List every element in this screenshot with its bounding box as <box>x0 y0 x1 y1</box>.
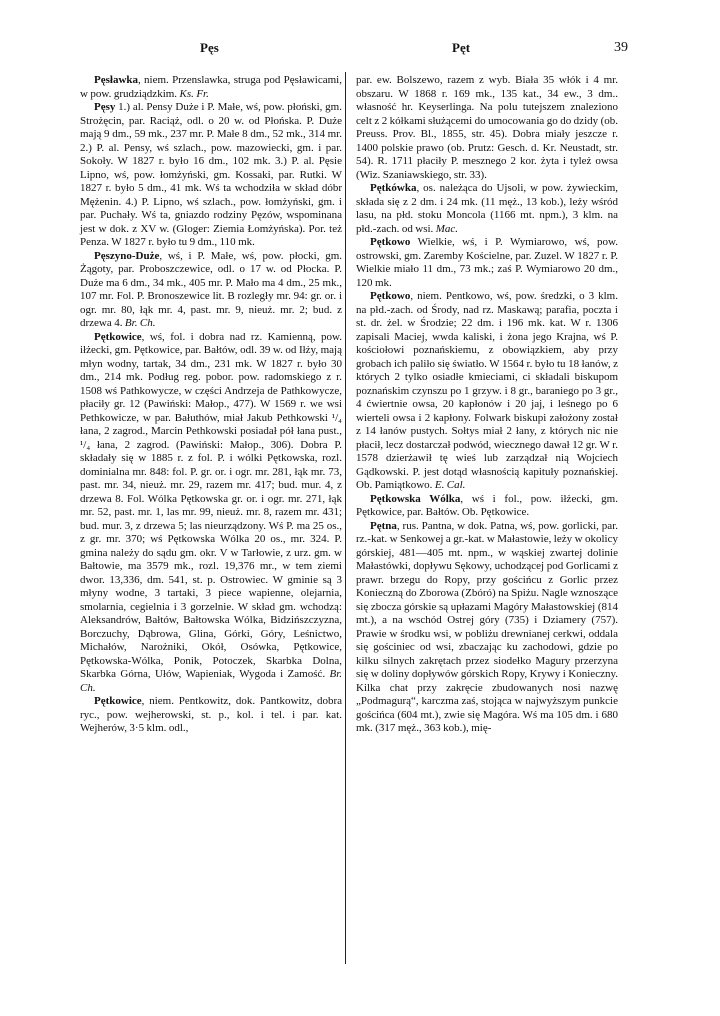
dictionary-entry <box>356 493 618 520</box>
dictionary-entry <box>356 290 618 493</box>
entry-headword: Pętkowo <box>370 236 411 248</box>
entry-headword: Pęsy <box>94 101 116 113</box>
entry-text: par. ew. Bolszewo, razem z wyb. Biała 35 włók i 4 mr. obszaru. W 1868 r. 169 mk., 135 kat., 34 ew., 3 dm.. własność hr. Keyserlinga. Na polu tutejszem znaleziono celt z 2 kółkami służącemi do umocowania go do dzidy (ob. Preuss. Prov. Bl., 1855, str. 45). Dobra miały jeszcze r. 1400 polskie prawo (ob. Prutz: Gesch. d. Kr. Neustadt, str. 54). R. 1711 płaciły P. mesznego 2 kor. żyta i tyleż owsa (Wiz. Szaniawskiego, str. 33). <box>356 74 618 181</box>
entry-headword: Pętna <box>370 519 397 532</box>
entry-text: , niem. Pentkowo, wś, pow. średzki, o 3 klm. na płd.-zach. od Środy, nad rz. Maskawą; parafia, poczta i st. dr. żel. w Środzie; 22 dm. i 196 mk. kat. W r. 1306 zapisali Maciej, wwda kaliski, i żona jego Krajna, wś P. kościołowi poznańskiemu, z obowiązkiem, aby przy grobach ich paliło się światło. W 1564 r. było tu 18 łanów, z których 2 tylko osiadłe kmieciami, ci składali biskupom poznańskim czynszu po 1 grzyw. i 8 gr., baraniego po 3 gr., 4 ćwiertnie owsa, 20 kapłonów i 20 jaj, i leśnego po 6 wierteli owsa i 2 kapłony. Folwark biskupi założony został z 14 łanów pustych. Sołtys miał 2 łany, z których nic nie płacił, lecz dostarczał podwód, wiecznego dawał 12 gr. W r. 1578 dzierżawił tę wieś lub zarządzał nią Wojciech Gądkowski. P. jest dotąd własnością kapituły poznańskiej. Ob. Pamiątkowo. <box>356 290 618 491</box>
column-divider <box>345 72 346 964</box>
entry-headword: Pętkówka <box>370 182 417 194</box>
dictionary-entry <box>80 331 342 696</box>
running-head-left: Pęs <box>200 40 219 55</box>
entry-headword: Pęsławka <box>94 74 138 86</box>
entry-headword: Pętkowice <box>94 330 142 343</box>
entry-text: , os. należąca do Ujsoli, w pow. żywieckim, składa się z 2 dm. i 24 mk. (11 męż., 13 kob.), leży wśród lasu, na płd. stoku Moncola (1166 mt. npm.), 3 klm. na płd.-zach. od wsi. <box>356 182 618 235</box>
entry-signature: Br. Ch. <box>80 668 343 694</box>
entry-text: , niem. Pentkowitz, dok. Pantkowitz, dobra ryc., pow. wejherowski, st. p., kol. i tel. i par. kat. Wejherów, 3·5 klm. odl., <box>80 695 342 734</box>
dictionary-entry <box>356 520 618 736</box>
dictionary-entry <box>80 101 342 250</box>
entry-text: , niem. Przenslawka, struga pod Pęsławicami, w pow. grudziądzkim. <box>80 74 342 100</box>
entry-signature: Ks. Fr. <box>179 87 209 100</box>
entry-signature: Mac. <box>435 222 459 235</box>
entry-text: , wś, i P. Małe, wś, pow. płocki, gm. Żągoty, par. Proboszczewice, odl. o 17 w. od Płocka. P. Duże ma 6 dm., 34 mk., 405 mr. P. Mało ma 4 dm., 25 mk., 107 mr. Fol. P. Bronoszewice lit. B rozległy mr. 94: gr. or. i ogr. mr. 80, łąk mr. 4, past. mr. 9, nieuż. mr. 2; bud. z drzewa 4. <box>80 249 342 329</box>
entry-text: Wielkie, wś, i P. Wymiarowo, wś, pow. ostrowski, gm. Zaremby Kościelne, par. Zuzel. W 1827 r. P. Wielkie miało 11 dm., 73 mk.; zaś P. Wymiarowo 20 dm., 120 mk. <box>356 236 618 289</box>
dictionary-entry <box>356 236 618 290</box>
running-head-right: Pęt <box>452 40 471 55</box>
dictionary-entry <box>356 182 618 236</box>
entry-headword: Pętkowska Wólka <box>370 492 461 505</box>
entry-text: 1.) al. Pensy Duże i P. Małe, wś, pow. płoński, gm. Strożęcin, par. Raciąż, odl. o 20 w. od Płońska. P. Duże mają 9 dm., 59 mk., 237 mr. P. Małe 8 dm., 52 mk., 314 mr. 2.) P. al. Pensy, wś szlach., pow. mazowiecki, gm. i par. Sokoły. W 1827 r. było 16 dm., 102 mk. 3.) P. al. Pęsie Lipno, wś, pow. łomżyński, gm. Kossaki, par. Rutki. W 1827 r. było 5 dm., 41 mk. Wś ta wchodziła w skład dóbr Mężenin. 4.) P. Lipno, wś szlach., pow. łomżyński, gm. i par. Puchały. Wś ta, gniazdo rodziny Pęzów, wspominana jest w dok. z XV w. (Gloger: Ziemia Łomżyńska). Por. też Penza. W 1827 r. było tu 9 dm., 110 mk. <box>80 101 342 248</box>
dictionary-entry <box>80 74 342 101</box>
entry-text: , wś i fol., pow. iłżecki, gm. Pętkowice, par. Bałtów. Ob. Pętkowice. <box>356 492 618 518</box>
left-column <box>80 74 342 736</box>
entry-headword: Pętkowo <box>370 290 411 302</box>
entry-text: , wś, fol. i dobra nad rz. Kamienną, pow. iłżecki, gm. Pętkowice, par. Bałtów, odl. 39 w. od Iłży, mają młyn wodny, tartak, 34 dm., 231 mk. W 1827 r. było 30 dm., 214 mk. Podług reg. pobor. pow. radomskiego z r. 1508 wś Pathkowycze, w części Andrzeja de Pathkowycze, płaciły gr. 12 (Pawiński: Małop., 477). W 1569 r. we wsi Pethkowicze, w par. Bałuthów, miał Jakub Pethkowski ¹/₄ łana, 2 zagrod., Marcin Pethkowski posiadał pół łana pust., ¹/₄ łana, 2 zagrod. (Pawiński: Małop., 306). Dobra P. składały się w 1885 r. z fol. P. i wólki Pętkowska, rozl. dominialna mr. 848: fol. P. gr. or. i ogr. mr. 281, łąk mr. 73, past. mr. 34, nieuż. mr. 29, razem mr. 417; bud. mur. 4, z drzewa 8. Fol. Wólka Pętkowska gr. or. i ogr. mr. 271, łąk mr. 52, past. mr. 1, las mr. 99, nieuż. mr. 8, razem mr. 431; bud. mur. 3, z drzewa 5; las nieurządzony. Wś P. ma 25 os., z gr. mr. 370; wś Pętkowska Wólka 20 os., mr. 324. P. gmina należy do sądu gm. okr. V w Tarłowie, z urz. gm. w Bałtowie, ma 3579 mk., rozl. 19,376 mr., w tem ziemi dwor. 13,336, dm. 541, st. p. Ostrowiec. W gminie są 3 młyny wodne, 3 tartaki, 3 piece wapienne, olejarnia, smolarnia, cegielnia i 3 gorzelnie. W skład gm. wchodzą: Aleksandrów, Bałtów, Bałtowska Wólka, Bidzińszczyzna, Borczuchy, Dąbrowa, Glina, Górki, Góry, Leśnictwo, Michałów, Narożniki, Okół, Osówka, Pętkowice, Pętkowska-Wólka, Ponik, Potoczek, Skarbka Dolna, Skarbka Górna, Ułów, Wapieniak, Wygoda i Zamość. <box>80 330 342 680</box>
dictionary-entry <box>356 74 618 182</box>
right-column <box>356 74 618 736</box>
entry-headword: Pęszyno-Duże <box>94 249 160 262</box>
entry-signature: E. Cal. <box>434 479 466 491</box>
entry-text: , rus. Pantna, w dok. Patna, wś, pow. gorlicki, par. rz.-kat. w Senkowej a gr.-kat. w Małastowie, leży w okolicy górskiej, 481—405 mt. npm., w wąskiej zwartej dolinie Małastówki, dopływu Sękowy, uchodzącej pod Gorlicami z prawr. brzegu do Ropy, przy gościńcu z Gorlic przez Konieczną do Zborowa (Zbóró) na Spiżu. Nagle wznoszące się zbocza górskie są upłazami Magóry Małastowskiej (814 mt.), a na wschód Ostrej góry (735) i Dziamery (757). Prawie w środku wsi, w pobliżu drewnianej cerkwi, oddala się gościniec od wsi, zbaczając ku zachodowi, gdzie po kilku silnych zakrętach przez siodełko Magury przerzyna się w doliny dopływów górskich Ropy, Krywy i Konieczny. Kilka chat przy zakręcie zbudowanych nosi nazwę „Podmagurą“, karczma zaś, stojąca w najwyższym punkcie gościńca (604 mt.), zwie się Magóra. Wś ma 105 dm. i 680 mk. (317 męż., 363 kob.), mię- <box>356 519 618 734</box>
dictionary-entry <box>80 695 342 736</box>
dictionary-entry <box>80 250 342 331</box>
page-number: 39 <box>614 40 628 55</box>
entry-headword: Pętkowice <box>94 695 142 707</box>
entry-signature: Br. Ch. <box>124 317 156 329</box>
